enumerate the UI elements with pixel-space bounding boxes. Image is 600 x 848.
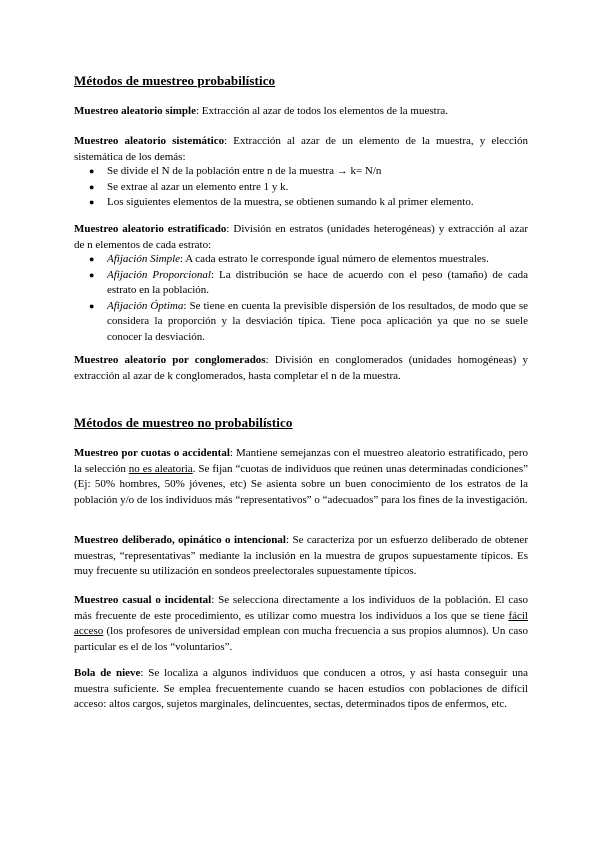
list-sistematico — [74, 164, 528, 211]
bullet-icon: ● — [89, 181, 95, 192]
text-bola-de-nieve: : Se localiza a algunos individuos que conducen a otros, y así hasta conseguir una muestra suficiente. Se emplea frecuentemente cuando se hacen estudios con poblaciones de difícil acceso: altos cargos, sujetos marginales, delincuentes, sectas, determinados tipos de enfermos, etc. — [74, 667, 528, 710]
term-bola-de-nieve: Bola de nieve — [74, 667, 141, 679]
term-deliberado: Muestreo deliberado, opinático o intencional — [74, 534, 286, 546]
text-estratificado: : División en estratos (unidades heterogéneas) y extracción al azar de n elementos de cada estrato: — [74, 223, 528, 251]
bullet-icon: ● — [89, 197, 95, 207]
text-deliberado: : Se caracteriza por un esfuerzo deliberado de obtener muestras, “representativas” mediante la inclusión en la muestra de grupos supuestamente típicos. Es muy frecuente su utilización en sondeos preelectorales supuestamente típicos. — [74, 534, 528, 577]
paragraph-estratificado — [74, 222, 528, 253]
bullet-icon: ● — [89, 254, 95, 264]
bullet-icon: ● — [89, 166, 95, 176]
list-item: ● Afijación Óptima: Se tiene en cuenta la previsible dispersión de los resultados, de modo que se considera la proporción y la desviación típica. Tiene poca aplicación ya que no se suele conocer la desviación. — [89, 299, 529, 343]
list-item: ● Se extrae al azar un elemento entre 1 y k. — [74, 180, 528, 196]
underlined-text: fácil acceso — [74, 609, 528, 637]
paragraph-conglomerados — [74, 353, 528, 384]
term-estratificado: Muestreo aleatorio estratificado — [74, 223, 227, 235]
term-casual: Muestreo casual o incidental — [74, 594, 212, 606]
paragraph-sistematico — [74, 134, 528, 165]
list-estratificado — [74, 252, 528, 345]
paragraph-casual: Muestreo casual o incidental: Se selecciona directamente a los individuos de la población. El caso más frecuente de este procedimiento, es utilizar como muestra los individuos a los que se tiene fácil acceso (los profesores de universidad emplean con mucha frecuencia a sus propios alumnos). Un caso particular es el de los “voluntarios”. — [74, 594, 528, 653]
term-conglomerados: Muestreo aleatorio por conglomerados — [74, 354, 266, 366]
paragraph-simple — [74, 104, 528, 120]
section-title-probabilistic: Métodos de muestreo probabilístico — [74, 73, 276, 88]
underlined-text: no es aleatoria — [128, 462, 193, 475]
section-title-non-probabilistic: Métodos de muestreo no probabilístico — [74, 415, 293, 430]
text-simple: : Extracción al azar de todos los elementos de la muestra. — [196, 105, 448, 117]
term-sistematico: Muestreo aleatorio sistemático — [74, 135, 225, 147]
bullet-icon: ● — [89, 300, 95, 311]
list-item: ● Afijación Simple: A cada estrato le corresponde igual número de elementos muestrales. — [74, 252, 528, 268]
paragraph-deliberado — [74, 533, 528, 580]
list-item: ● Afijación Proporcional: La distribución se hace de acuerdo con el peso (tamaño) de cada estrato en la población. — [89, 268, 528, 296]
list-item: ● Los siguientes elementos de la muestra, se obtienen sumando k al primer elemento. — [74, 195, 528, 211]
paragraph-bola-de-nieve — [74, 666, 528, 713]
term-simple: Muestreo aleatorio simple — [74, 105, 196, 117]
paragraph-cuotas: Muestreo por cuotas o accidental: Mantiene semejanzas con el muestreo aleatorio estratificado, pero la selección no es aleatoria. Se fijan “cuotas de individuos que reúnen unas determinadas condiciones” (Ej: 50% hombres, 50% jóvenes, etc) Se asienta sobre un buen conocimiento de los estratos de la población y/o de los individuos más “representativos” o “adecuados” para los fines de la investigación. — [74, 447, 528, 506]
text-sistematico: : Extracción al azar de un elemento de la muestra, y elección sistemática de los demás: — [74, 135, 528, 163]
bullet-icon: ● — [89, 269, 95, 280]
list-item: ● Se divide el N de la población entre n de la muestra → k= N/n — [74, 164, 528, 180]
term-cuotas: Muestreo por cuotas o accidental — [74, 447, 230, 459]
text-conglomerados: : División en conglomerados (unidades homogéneas) y extracción al azar de k conglomerados, hasta completar el n de la muestra. — [74, 354, 528, 382]
